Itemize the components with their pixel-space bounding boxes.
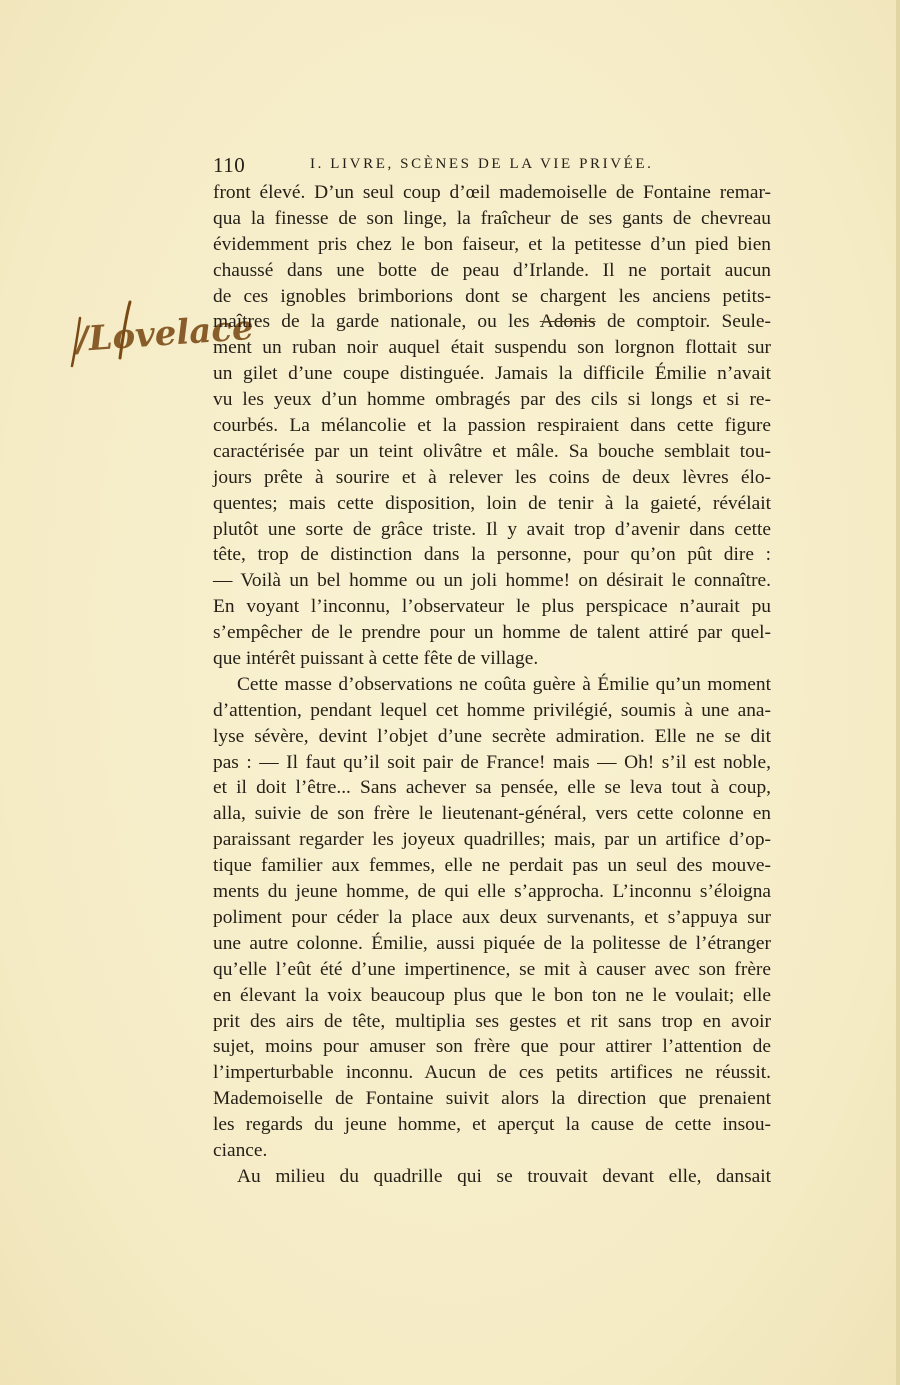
text-line: caractérisée par un teint olivâtre et mâle. Sa bouche semblait tou- xyxy=(213,440,771,462)
page-number: 110 xyxy=(213,153,246,177)
text-line: en élevant la voix beaucoup plus que le bon ton ne le voulait; elle xyxy=(213,984,771,1006)
text-line: quentes; mais cette disposition, loin de tenir à la gaieté, révélait xyxy=(213,492,771,514)
text-line: lyse sévère, devint l’objet d’une secrète admiration. Elle ne se dit xyxy=(213,725,771,747)
text-line: prit des airs de tête, multiplia ses gestes et rit sans trop en avoir xyxy=(213,1010,771,1032)
struck-word: Adonis xyxy=(539,311,596,333)
text-line: paraissant regarder les joyeux quadrilles; mais, par un artifice d’op- xyxy=(213,829,771,851)
text-line: que intérêt puissant à cette fête de village. xyxy=(213,648,539,670)
text-line: s’empêcher de le prendre pour un homme de talent attiré par quel- xyxy=(213,622,771,644)
text-line: et il doit l’être... Sans achever sa pensée, elle se leva tout à coup, xyxy=(213,777,771,799)
text-line: tête, trop de distinction dans la personne, pour qu’on pût dire : xyxy=(213,544,771,566)
text-line: alla, suivie de son frère le lieutenant-général, vers cette colonne en xyxy=(213,803,771,825)
text-line: Cette masse d’observations ne coûta guère à Émilie qu’un moment xyxy=(237,673,771,695)
text-line: sujet, moins pour amuser son frère que pour attirer l’attention de xyxy=(213,1036,771,1058)
text-line: plutôt une sorte de grâce triste. Il y avait trop d’avenir dans cette xyxy=(213,518,771,540)
text-line: ciance. xyxy=(213,1139,268,1161)
text-fragment: maîtres de la garde nationale, ou les xyxy=(213,311,540,333)
text-line: qua la finesse de son linge, la fraîcheur de ses gants de chevreau xyxy=(213,207,771,229)
text-line: En voyant l’inconnu, l’observateur le plus perspicace n’aurait pu xyxy=(213,596,771,618)
text-line: front élevé. D’un seul coup d’œil mademoiselle de Fontaine remar- xyxy=(213,182,771,203)
text-line: pas : — Il faut qu’il soit pair de France! mais — Oh! s’il est noble, xyxy=(213,751,771,773)
text-line: l’imperturbable inconnu. Aucun de ces petits artifices ne réussit. xyxy=(213,1062,771,1084)
text-line: un gilet d’une coupe distinguée. Jamais la difficile Émilie n’avait xyxy=(213,363,771,385)
body-text xyxy=(213,180,771,1190)
text-line: poliment pour céder la place aux deux survenants, et s’appuya sur xyxy=(213,906,771,928)
text-line: d’attention, pendant lequel cet homme privilégié, soumis à une ana- xyxy=(213,699,771,721)
handwritten-margin-note xyxy=(68,296,255,376)
text-line: ment un ruban noir auquel était suspendu son lorgnon flottait sur xyxy=(213,337,771,359)
text-line: courbés. La mélancolie et la passion respiraient dans cette figure xyxy=(213,415,771,437)
text-line-with-deletion xyxy=(213,309,771,335)
margin-note-text: /Lovelace xyxy=(74,307,255,361)
text-line: une autre colonne. Émilie, aussi piquée de la politesse de l’étranger xyxy=(213,932,771,954)
text-line: Mademoiselle de Fontaine suivit alors la direction que prenaient xyxy=(213,1088,771,1110)
text-line: ments du jeune homme, de qui elle s’approcha. L’inconnu s’éloigna xyxy=(213,881,771,903)
text-line: vu les yeux d’un homme ombragés par des cils si longs et si re- xyxy=(213,389,771,411)
text-line: jours prête à sourire et à relever les coins de deux lèvres élo- xyxy=(213,466,771,488)
page-edge xyxy=(896,0,900,1385)
text-line: les regards du jeune homme, et aperçut la cause de cette insou- xyxy=(213,1114,771,1136)
page-header xyxy=(213,150,775,180)
text-fragment: de comptoir. Seule- xyxy=(595,311,771,333)
running-head: I. LIVRE, SCÈNES DE LA VIE PRIVÉE. xyxy=(310,156,654,172)
text-line: de ces ignobles brimborions dont se chargent les anciens petits- xyxy=(213,285,771,307)
text-line: qu’elle l’eût été d’une impertinence, se mit à causer avec son frère xyxy=(213,958,771,980)
text-line: tique familier aux femmes, elle ne perdait pas un seul des mouve- xyxy=(213,855,771,877)
text-line: Au milieu du quadrille qui se trouvait devant elle, dansait xyxy=(237,1165,771,1187)
text-line: chaussé dans une botte de peau d’Irlande. Il ne portait aucun xyxy=(213,259,771,281)
text-line: évidemment pris chez le bon faiseur, et la petitesse d’un pied bien xyxy=(213,233,771,255)
text-line: — Voilà un bel homme ou un joli homme! on désirait le connaître. xyxy=(213,570,771,592)
